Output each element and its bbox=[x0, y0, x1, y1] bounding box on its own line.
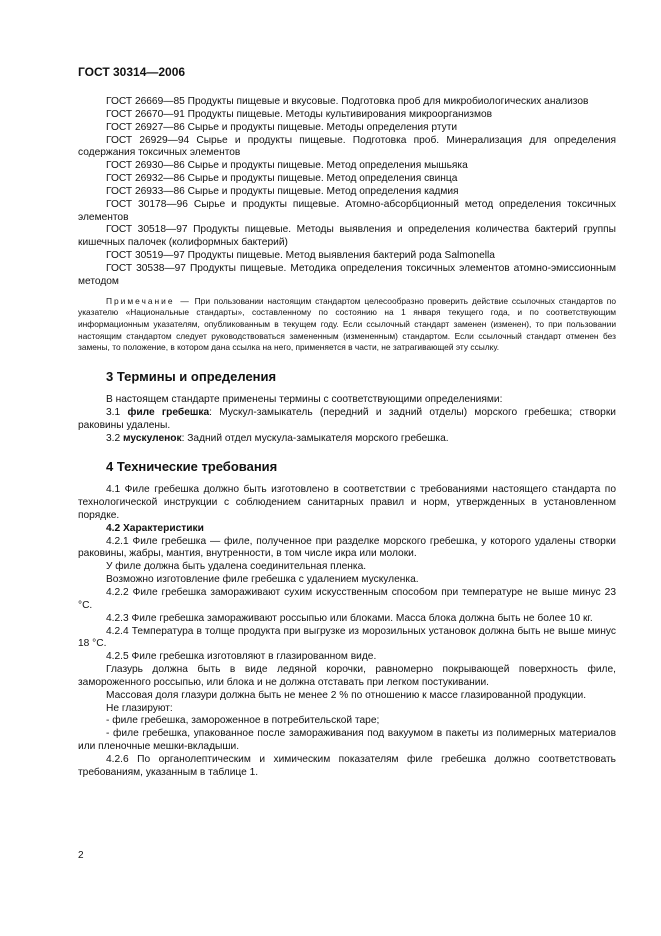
clause-text: Возможно изготовление филе гребешка с удалением мускуленка. bbox=[106, 574, 419, 586]
clause-4-2-heading: 4.2 Характеристики bbox=[106, 522, 204, 534]
reference-item: ГОСТ 30518—97 Продукты пищевые. Методы выявления и определения количества бактерий группы кишечных палочек (колиформных бактерий) bbox=[78, 224, 616, 249]
reference-item: ГОСТ 30538—97 Продукты пищевые. Методика определения токсичных элементов атомно-эмиссионным методом bbox=[78, 262, 616, 287]
reference-item: ГОСТ 26669—85 Продукты пищевые и вкусовые. Подготовка проб для микробиологических анализов bbox=[106, 96, 589, 107]
clause-4-2-2: 4.2.2 Филе гребешка замораживают сухим искусственным способом при температуре не выше минус 23 °С. bbox=[78, 586, 616, 611]
reference-item: ГОСТ 26927—86 Сырье и продукты пищевые. Методы определения ртути bbox=[106, 121, 458, 133]
note-label: Примечание — bbox=[106, 295, 191, 306]
clause-4-2-4: 4.2.4 Температура в толще продукта при выгрузке из морозильных установок должна быть не выше минус 18 °С. bbox=[78, 625, 616, 650]
document-header: ГОСТ 30314—2006 bbox=[78, 65, 186, 79]
section-3-intro: В настоящем стандарте применены термины с соответствующими определениями: bbox=[106, 394, 503, 406]
clause-text: Глазурь должна быть в виде ледяной корочки, равномерно покрывающей поверхность филе, замороженного россыпью, или блока и не должна отставать при легком постукивании. bbox=[78, 664, 616, 688]
reference-item: ГОСТ 26670—91 Продукты пищевые. Методы культивирования микроорганизмов bbox=[106, 108, 493, 120]
term-name: филе гребешка bbox=[127, 406, 210, 418]
section-4-heading: 4 Технические требования bbox=[106, 459, 278, 475]
reference-item: ГОСТ 26929—94 Сырье и продукты пищевые. Подготовка проб. Минерализация для определения содержания токсичных элементов bbox=[78, 134, 616, 159]
list-item: - филе гребешка, упакованное после замораживания под вакуумом в пакеты из полимерных материалов или пленочные мешки-вкладыши. bbox=[78, 728, 616, 753]
reference-item: ГОСТ 26932—86 Сырье и продукты пищевые. Метод определения свинца bbox=[106, 173, 458, 185]
clause-text: Не глазируют: bbox=[106, 702, 173, 714]
normative-references-list bbox=[78, 96, 616, 289]
clause-4-2-1: 4.2.1 Филе гребешка — филе, полученное при разделке морского гребешка, у которого удалены створки раковины, жабры, мантия, внутренности, в том числе икра или молоки. bbox=[78, 535, 616, 560]
note-paragraph bbox=[78, 296, 616, 355]
clause-text: Массовая доля глазури должна быть не менее 2 % по отношению к массе глазированной продукции. bbox=[106, 689, 587, 701]
term-definition: : Задний отдел мускула-замыкателя морского гребешка. bbox=[181, 432, 449, 444]
term-3-2 bbox=[78, 433, 616, 446]
note-text: При пользовании настоящим стандартом целесообразно проверить действие ссылочных стандартов по указателю «Национальные стандарты», составленному по состоянию на 1 января текущего года, и по соответствующим информационным указателям, опубликованным в текущем году. Если ссылочный стандарт заменен (изменен), то при пользовании настоящим стандартом следует руководствоваться замененным (измененным) стандартом. Если ссылочный стандарт отменен без замены, то положение, в котором дана ссылка на него, применяется в части, не затрагивающей эту ссылку. bbox=[78, 295, 616, 353]
clause-4-1: 4.1 Филе гребешка должно быть изготовлено в соответствии с требованиями настоящего стандарта по технологической инструкции с соблюдением санитарных правил и норм, утвержденных в установленном порядке. bbox=[78, 484, 616, 521]
term-number: 3.2 bbox=[106, 432, 121, 444]
reference-item: ГОСТ 30519—97 Продукты пищевые. Метод выявления бактерий рода Salmonella bbox=[106, 250, 495, 262]
reference-item: ГОСТ 30178—96 Сырье и продукты пищевые. Атомно-абсорбционный метод определения токсичных элементов bbox=[78, 198, 616, 223]
section-3-heading: 3 Термины и определения bbox=[106, 369, 277, 385]
reference-item: ГОСТ 26930—86 Сырье и продукты пищевые. Метод определения мышьяка bbox=[106, 160, 468, 172]
term-3-1 bbox=[78, 407, 616, 433]
clause-4-2-3: 4.2.3 Филе гребешка замораживают россыпью или блоками. Масса блока должна быть не более 10 кг. bbox=[106, 612, 593, 624]
page-number: 2 bbox=[78, 850, 84, 861]
document-body bbox=[78, 96, 616, 780]
list-item: - филе гребешка, замороженное в потребительской таре; bbox=[106, 715, 380, 727]
clause-4-2-5: 4.2.5 Филе гребешка изготовляют в глазированном виде. bbox=[106, 651, 377, 663]
term-number: 3.1 bbox=[106, 406, 121, 418]
reference-item: ГОСТ 26933—86 Сырье и продукты пищевые. Метод определения кадмия bbox=[106, 185, 459, 197]
term-name: мускуленок bbox=[123, 432, 182, 444]
clause-4-2-6: 4.2.6 По органолептическим и химическим показателям филе гребешка должно соответствовать требованиям, указанным в таблице 1. bbox=[78, 753, 616, 778]
clause-text: У филе должна быть удалена соединительная пленка. bbox=[106, 561, 367, 573]
term-definition: : Мускул-замыкатель (передний и задний отделы) морского гребешка; створки раковины удалены. bbox=[78, 406, 616, 431]
